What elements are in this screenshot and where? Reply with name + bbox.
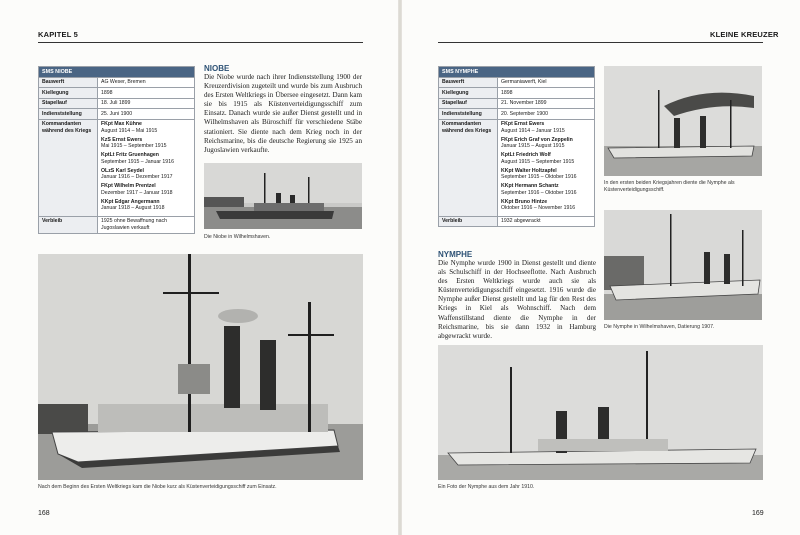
nymphe-photo-2 [604,210,762,320]
table-key: Kommandanten während des Kriegs [439,119,498,216]
nymphe-caption-1: In den ersten beiden Kriegsjahren diente die Nymphe als Küstenverteidigungsschiff. [604,180,735,194]
niobe-small-photo [204,163,362,229]
table-key: Verbleib [439,216,498,227]
commander-entry [101,137,191,150]
table-row [439,119,595,216]
table-value: 25. Juni 1900 [98,109,195,120]
commander-period: September 1915 – Januar 1916 [101,158,174,165]
commander-name: KKpt Walter Holtzapfel [501,167,557,174]
table-row [39,109,195,120]
commander-period: Mai 1915 – September 1915 [101,143,167,150]
table-row [439,77,595,88]
niobe-section-text: Die Niobe wurde nach ihrer Indienststellung 1900 der Kreuzerdivision zugeteilt und wurde bis zum Ausbruch des Ersten Weltkriegs in Übersee eingesetzt. Dann kam sie bis 1915 als Küstenverteidigungsschiff zum Einsatz. Danach wurde sie außer Dienst gestellt und in Wilhelmshaven als Büroschiff für verschiedene Stäbe stationiert. Sie diente nach dem Krieg noch in der Reichsmarine, bis die deutsche Regierung sie 1925 an Jugoslawien verkaufte. [204,73,362,154]
table-value: 20. September 1900 [498,109,595,120]
table-row [39,98,195,109]
table-row [39,77,195,88]
table-value: 1898 [498,88,595,99]
commander-entry [101,121,191,134]
commander-period: Januar 1915 – August 1915 [501,143,565,150]
nymphe-info-table [438,66,595,227]
table-value: 1925 ohne Bewaffnung nach Jugoslawien verkauft [98,216,195,233]
header-rule-left [38,42,363,43]
commander-entry [501,152,591,165]
commander-name: FKpt Ernst Ewers [501,121,545,128]
commander-name: FKpt Erich Graf von Zeppelin [501,136,573,143]
table-value: Germaniawerft, Kiel [498,77,595,88]
nymphe-section-title: NYMPHE [438,250,473,259]
commander-name: KKpt Bruno Hintze [501,198,548,205]
commander-period: August 1914 – Januar 1915 [501,127,565,134]
nymphe-photo-3 [438,345,763,480]
commander-name: FKpt Wilhelm Prentzel [101,183,156,190]
table-value: 1898 [98,88,195,99]
commander-period: Januar 1918 – August 1918 [101,205,165,212]
nymphe-caption-2: Die Nymphe in Wilhelmshaven, Datierung 1907. [604,324,715,330]
table-key: Bauwerft [39,77,98,88]
table-key: Kiellegung [439,88,498,99]
commander-entry [501,183,591,196]
table-key: Bauwerft [439,77,498,88]
niobe-section-title: NIOBE [204,64,230,73]
table-row [439,216,595,227]
table-row [439,98,595,109]
table-value: AG Weser, Bremen [98,77,195,88]
book-gutter [398,0,402,535]
table-title: SMS NIOBE [39,67,195,78]
niobe-large-photo [38,254,363,480]
commander-entry [101,152,191,165]
commander-name: FKpt Max Kühne [101,121,142,128]
commander-entry [501,168,591,181]
commander-period: August 1915 – September 1915 [501,158,575,165]
niobe-info-table [38,66,195,234]
commander-period: Januar 1916 – Dezember 1917 [101,174,173,181]
chapter-title-header: KLEINE KREUZER [710,30,779,39]
commanders-list [498,119,595,216]
header-rule-right [438,42,763,43]
niobe-large-caption: Nach dem Beginn des Ersten Weltkriegs kam die Niobe kurz als Küstenverteidigungsschiff zum Einsatz. [38,484,277,490]
table-key: Stapellauf [39,98,98,109]
niobe-small-caption: Die Niobe in Wilhelmshaven. [204,234,271,240]
table-key: Verbleib [39,216,98,233]
commander-period: September 1916 – Oktober 1916 [501,189,577,196]
table-key: Indienststellung [39,109,98,120]
commander-period: August 1914 – Mai 1915 [101,127,158,134]
table-key: Indienststellung [439,109,498,120]
table-row [39,88,195,99]
commander-entry [101,168,191,181]
table-key: Kiellegung [39,88,98,99]
nymphe-photo-1 [604,66,762,176]
commander-name: KKpt Hermann Schantz [501,183,559,190]
commander-name: KzS Ernst Ewers [101,136,143,143]
table-value: 18. Juli 1899 [98,98,195,109]
commander-name: KptLt Friedrich Wolf [501,152,551,159]
nymphe-section-text: Die Nymphe wurde 1900 in Dienst gestellt und diente als Schulschiff in der Hochseeflotte. Nach Ausbruch des Ersten Weltkriegs wurde auch sie als Küstenverteidigungsschiff eingesetzt. 1916 wurde die Nymphe außer Dienst gestellt und lag für den Rest des Kriegs in Kiel als Wohnschiff. Nach dem Waffenstillstand diente die Nymphe in der Reichsmarine, bis sie dann 1932 in Hamburg abgewrackt wurde. [438,259,596,340]
commander-name: OLzS Karl Seydel [101,167,144,174]
commander-entry [501,199,591,212]
table-row [39,119,195,216]
commander-entry [101,183,191,196]
table-key: Kommandanten während des Kriegs [39,119,98,216]
table-key: Stapellauf [439,98,498,109]
commander-entry [501,137,591,150]
commander-name: KKpt Edgar Angermann [101,198,160,205]
commander-period: Oktober 1916 – November 1916 [501,205,576,212]
commander-period: September 1915 – Oktober 1916 [501,174,577,181]
table-row [39,216,195,233]
commander-name: KptLt Fritz Gruenhagen [101,152,159,159]
table-value: 21. November 1899 [498,98,595,109]
chapter-header: KAPITEL 5 [38,30,79,39]
table-title: SMS NYMPHE [439,67,595,78]
nymphe-caption-3: Ein Foto der Nymphe aus dem Jahr 1910. [438,484,535,490]
commander-entry [101,199,191,212]
commander-period: Dezember 1917 – Januar 1918 [101,189,173,196]
table-value: 1932 abgewrackt [498,216,595,227]
commanders-list [98,119,195,216]
page-number-right: 169 [752,510,764,517]
table-row [439,88,595,99]
page-number-left: 168 [38,510,50,517]
table-row [439,109,595,120]
commander-entry [501,121,591,134]
